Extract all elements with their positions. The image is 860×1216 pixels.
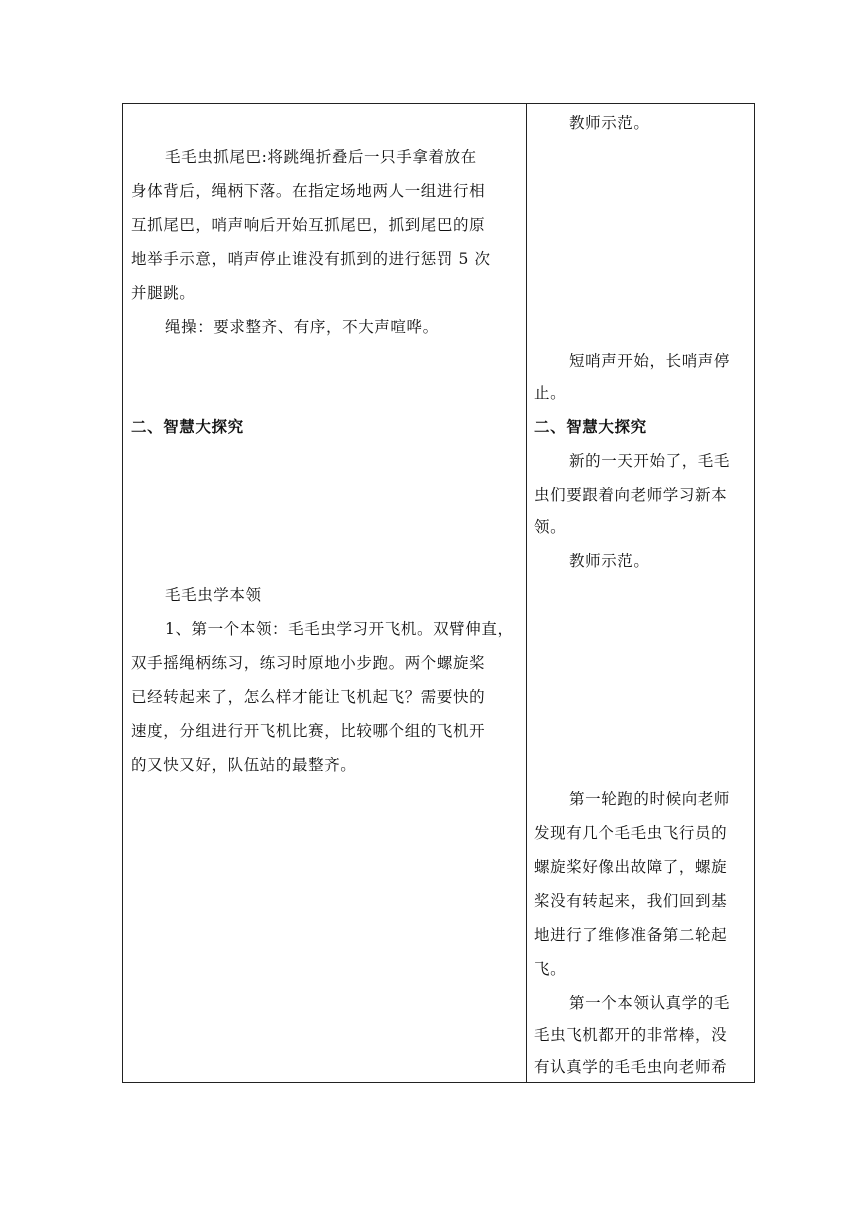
skill-description-line: 1、第一个本领：毛毛虫学习开飞机。双臂伸直， bbox=[165, 620, 514, 638]
skill-description-line: 已经转起来了，怎么样才能让飞机起飞？需要快的 bbox=[131, 688, 486, 706]
first-round-line: 发现有几个毛毛虫飞行员的 bbox=[534, 824, 728, 842]
skill-title: 毛毛虫学本领 bbox=[165, 586, 262, 604]
section-heading-right: 二、智慧大探究 bbox=[534, 417, 647, 436]
section-heading-left: 二、智慧大探究 bbox=[131, 417, 244, 436]
game-description-line: 毛毛虫抓尾巴:将跳绳折叠后一只手拿着放在 bbox=[165, 148, 477, 166]
first-round-line: 第一轮跑的时候向老师 bbox=[569, 790, 731, 808]
column-divider bbox=[526, 104, 527, 1082]
teacher-demo-text: 教师示范。 bbox=[569, 552, 650, 570]
skill-description-line: 的又快又好，队伍站的最整齐。 bbox=[131, 756, 357, 774]
game-description-line: 身体背后，绳柄下落。在指定场地两人一组进行相 bbox=[131, 182, 486, 200]
first-round-line: 地进行了维修准备第二轮起 bbox=[534, 926, 728, 944]
first-round-line: 飞。 bbox=[534, 960, 567, 978]
praise-line: 毛虫飞机都开的非常棒，没 bbox=[534, 1026, 728, 1044]
first-round-line: 桨没有转起来，我们回到基 bbox=[534, 892, 728, 910]
intro-line: 新的一天开始了，毛毛 bbox=[569, 452, 731, 470]
rope-exercise-requirement: 绳操：要求整齐、有序，不大声喧哗。 bbox=[165, 318, 439, 336]
intro-line: 领。 bbox=[534, 518, 567, 536]
whistle-rule-line: 短哨声开始，长哨声停 bbox=[569, 352, 731, 370]
whistle-rule-line: 止。 bbox=[534, 384, 567, 402]
skill-description-line: 速度，分组进行开飞机比赛，比较哪个组的飞机开 bbox=[131, 722, 486, 740]
game-description-line: 互抓尾巴，哨声响后开始互抓尾巴，抓到尾巴的原 bbox=[131, 216, 486, 234]
skill-description-line: 双手摇绳柄练习，练习时原地小步跑。两个螺旋桨 bbox=[131, 654, 486, 672]
praise-line: 第一个本领认真学的毛 bbox=[569, 994, 731, 1012]
first-round-line: 螺旋桨好像出故障了，螺旋 bbox=[534, 858, 728, 876]
praise-line: 有认真学的毛毛虫向老师希 bbox=[534, 1058, 728, 1076]
intro-line: 虫们要跟着向老师学习新本 bbox=[534, 486, 728, 504]
game-description-line: 并腿跳。 bbox=[131, 284, 196, 302]
teacher-demo-text: 教师示范。 bbox=[569, 114, 650, 132]
game-description-line: 地举手示意，哨声停止谁没有抓到的进行惩罚 5 次 bbox=[131, 250, 491, 268]
